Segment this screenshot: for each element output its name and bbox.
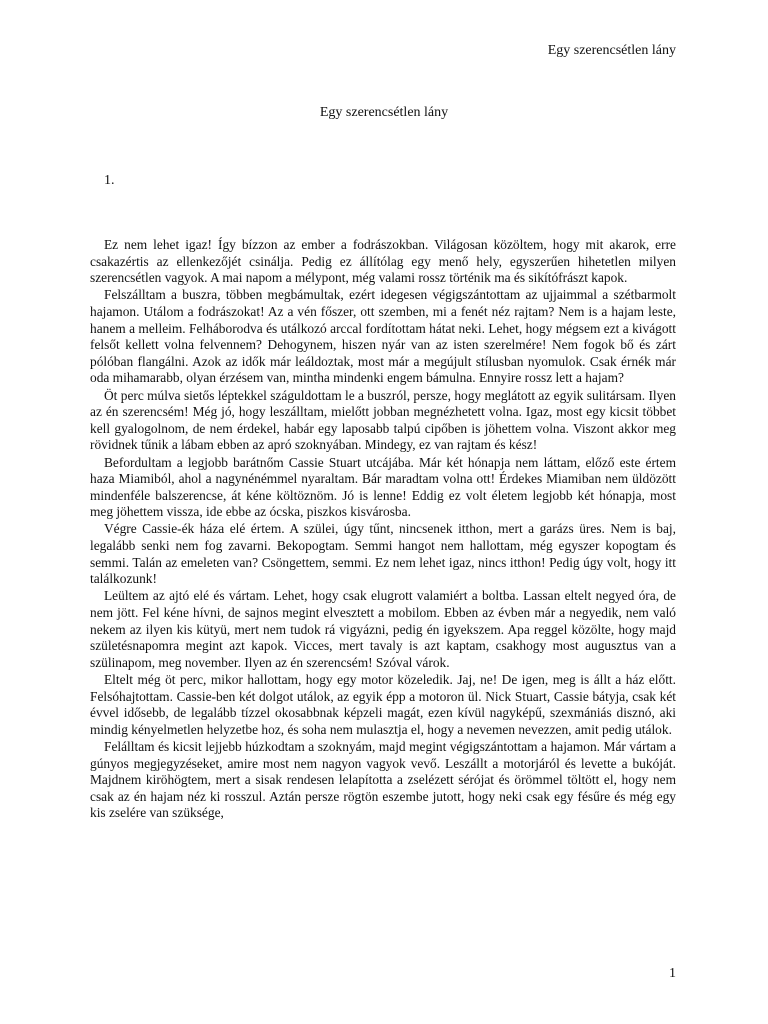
paragraph: Ez nem lehet igaz! Így bízzon az ember a fodrászokban. Világosan közöltem, hogy mit akarok, erre csakazértis az ellenkezőjét csinálja. Pedig ez állítólag egy menő hely, egyszerűen hihetetlen milyen szerencsétlen vagyok. A mai napom a mélypont, még valami rossz történik ma és sikítófrászt kapok. [90, 237, 676, 286]
document-title: Egy szerencsétlen lány [319, 105, 449, 120]
paragraph: Felálltam és kicsit lejjebb húzkodtam a szoknyám, majd megint végigszántottam a hajamon. Már vártam a gúnyos megjegyzéseket, amire most nem nagyon vagyok vevő. Leszállt a motorjáról és levette a bukóját. Majdnem kiröhögtem, mert a sisak rendesen lelapította a zselézett sérójat és örömmel töltött el, hogy nem csak az én hajam néz ki rosszul. Aztán persze rögtön eszembe jutott, hogy neki csak egy fésűre és még egy kis zselére van szüksége, [90, 738, 676, 821]
paragraph: Eltelt még öt perc, mikor hallottam, hogy egy motor közeledik. Jaj, ne! De igen, meg is állt a ház előtt. Felsóhajtottam. Cassie-ben két dolgot utálok, az egyik épp a motoron ül. Nick Stuart, Cassie bátyja, csak két évvel idősebb, de legalább tízzel okosabbnak képzeli magát, ezen kívül nagyképű, szexmániás disznó, aki mindig kényelmetlen helyzetbe hoz, és soha nem mulasztja el, hogy a nevemen nevezzen, amit pedig utálok. [90, 672, 676, 737]
paragraph: Leültem az ajtó elé és vártam. Lehet, hogy csak elugrott valamiért a boltba. Lassan eltelt negyed óra, de nem jött. Fel kéne hívni, de sajnos megint elvesztett a mobilom. Ebben az évben már a negyedik, nem való nekem az ilyen kis kütyü, mert nem tudok rá vigyázni, pedig én igyekszem. Apa reggel közölte, hogy majd születésnapomra megint azt kapok. Vicces, mert tavaly is azt kaptam, csakhogy most augusztus van a szülinapom, meg november. Ilyen az én szerencsém! Szóval várok. [90, 588, 676, 670]
paragraph: Végre Cassie-ék háza elé értem. A szülei, úgy tűnt, nincsenek itthon, mert a garázs üres. Nem is baj, legalább senki nem fog zavarni. Bekopogtam. Semmi hangot nem hallottam, még egyszer kopogtam és semmi. Talán az emeleten van? Csöngettem, semmi. Ez nem lehet igaz, nincs itthon! Pedig úgy volt, hogy itt találkozunk! [90, 521, 676, 587]
paragraph: Befordultam a legjobb barátnőm Cassie Stuart utcájába. Már két hónapja nem láttam, előző este értem haza Miamiból, ahol a nagynénémmel nyaraltam. Bár maradtam volna ott! Érdekes Miamiban nem üldözött mindenféle balszerencse, át kéne költöznöm. Jó is lenne! Eddig ez volt életem legjobb két hónapja, most meg jöhettem vissza, ide ebbe az ócska, piszkos kisvárosba. [90, 454, 676, 520]
running-header: Egy szerencsétlen lány [547, 43, 676, 58]
body-text [90, 237, 676, 823]
chapter-number: 1. [104, 173, 115, 188]
paragraph: Öt perc múlva sietős léptekkel száguldottam le a buszról, persze, hogy meglátott az egyik sulitársam. Ilyen az én szerencsém! Még jó, hogy leszálltam, mielőtt jobban megnézhetett volna. Igaz, most egy kicsit többet kell gyalogolnom, de nem érdekel, habár egy laposabb talpú cipőben is jöhettem volna. Viszont akkor meg rövidnek tűnik a lábam ebben az apró szoknyában. Mindegy, ez van rajtam és kész! [90, 387, 676, 453]
page-number: 1 [669, 966, 676, 981]
paragraph: Felszálltam a buszra, többen megbámultak, ezért idegesen végigszántottam az ujjaimmal a szétbarmolt hajamon. Utálom a fodrászokat! Az a vén főszer, ott szemben, mi a fenét néz rajtam? Nem is a hajam leste, hanem a melleim. Felháborodva és utálkozó arccal fordítottam hátat neki. Lehet, hogy mégsem ezt a kivágott felsőt kellett volna felvennem? Dehogynem, hiszen nyár van az isten szerelmére! Nem fogok bő és zárt pólóban flangálni. Azok az idők már leáldoztak, most már a megújult stílusban nyomulok. Csak érnék már oda mihamarabb, olyan érzésem van, mintha mindenki engem bámulna. Ennyire rossz lett a hajam? [90, 287, 676, 386]
